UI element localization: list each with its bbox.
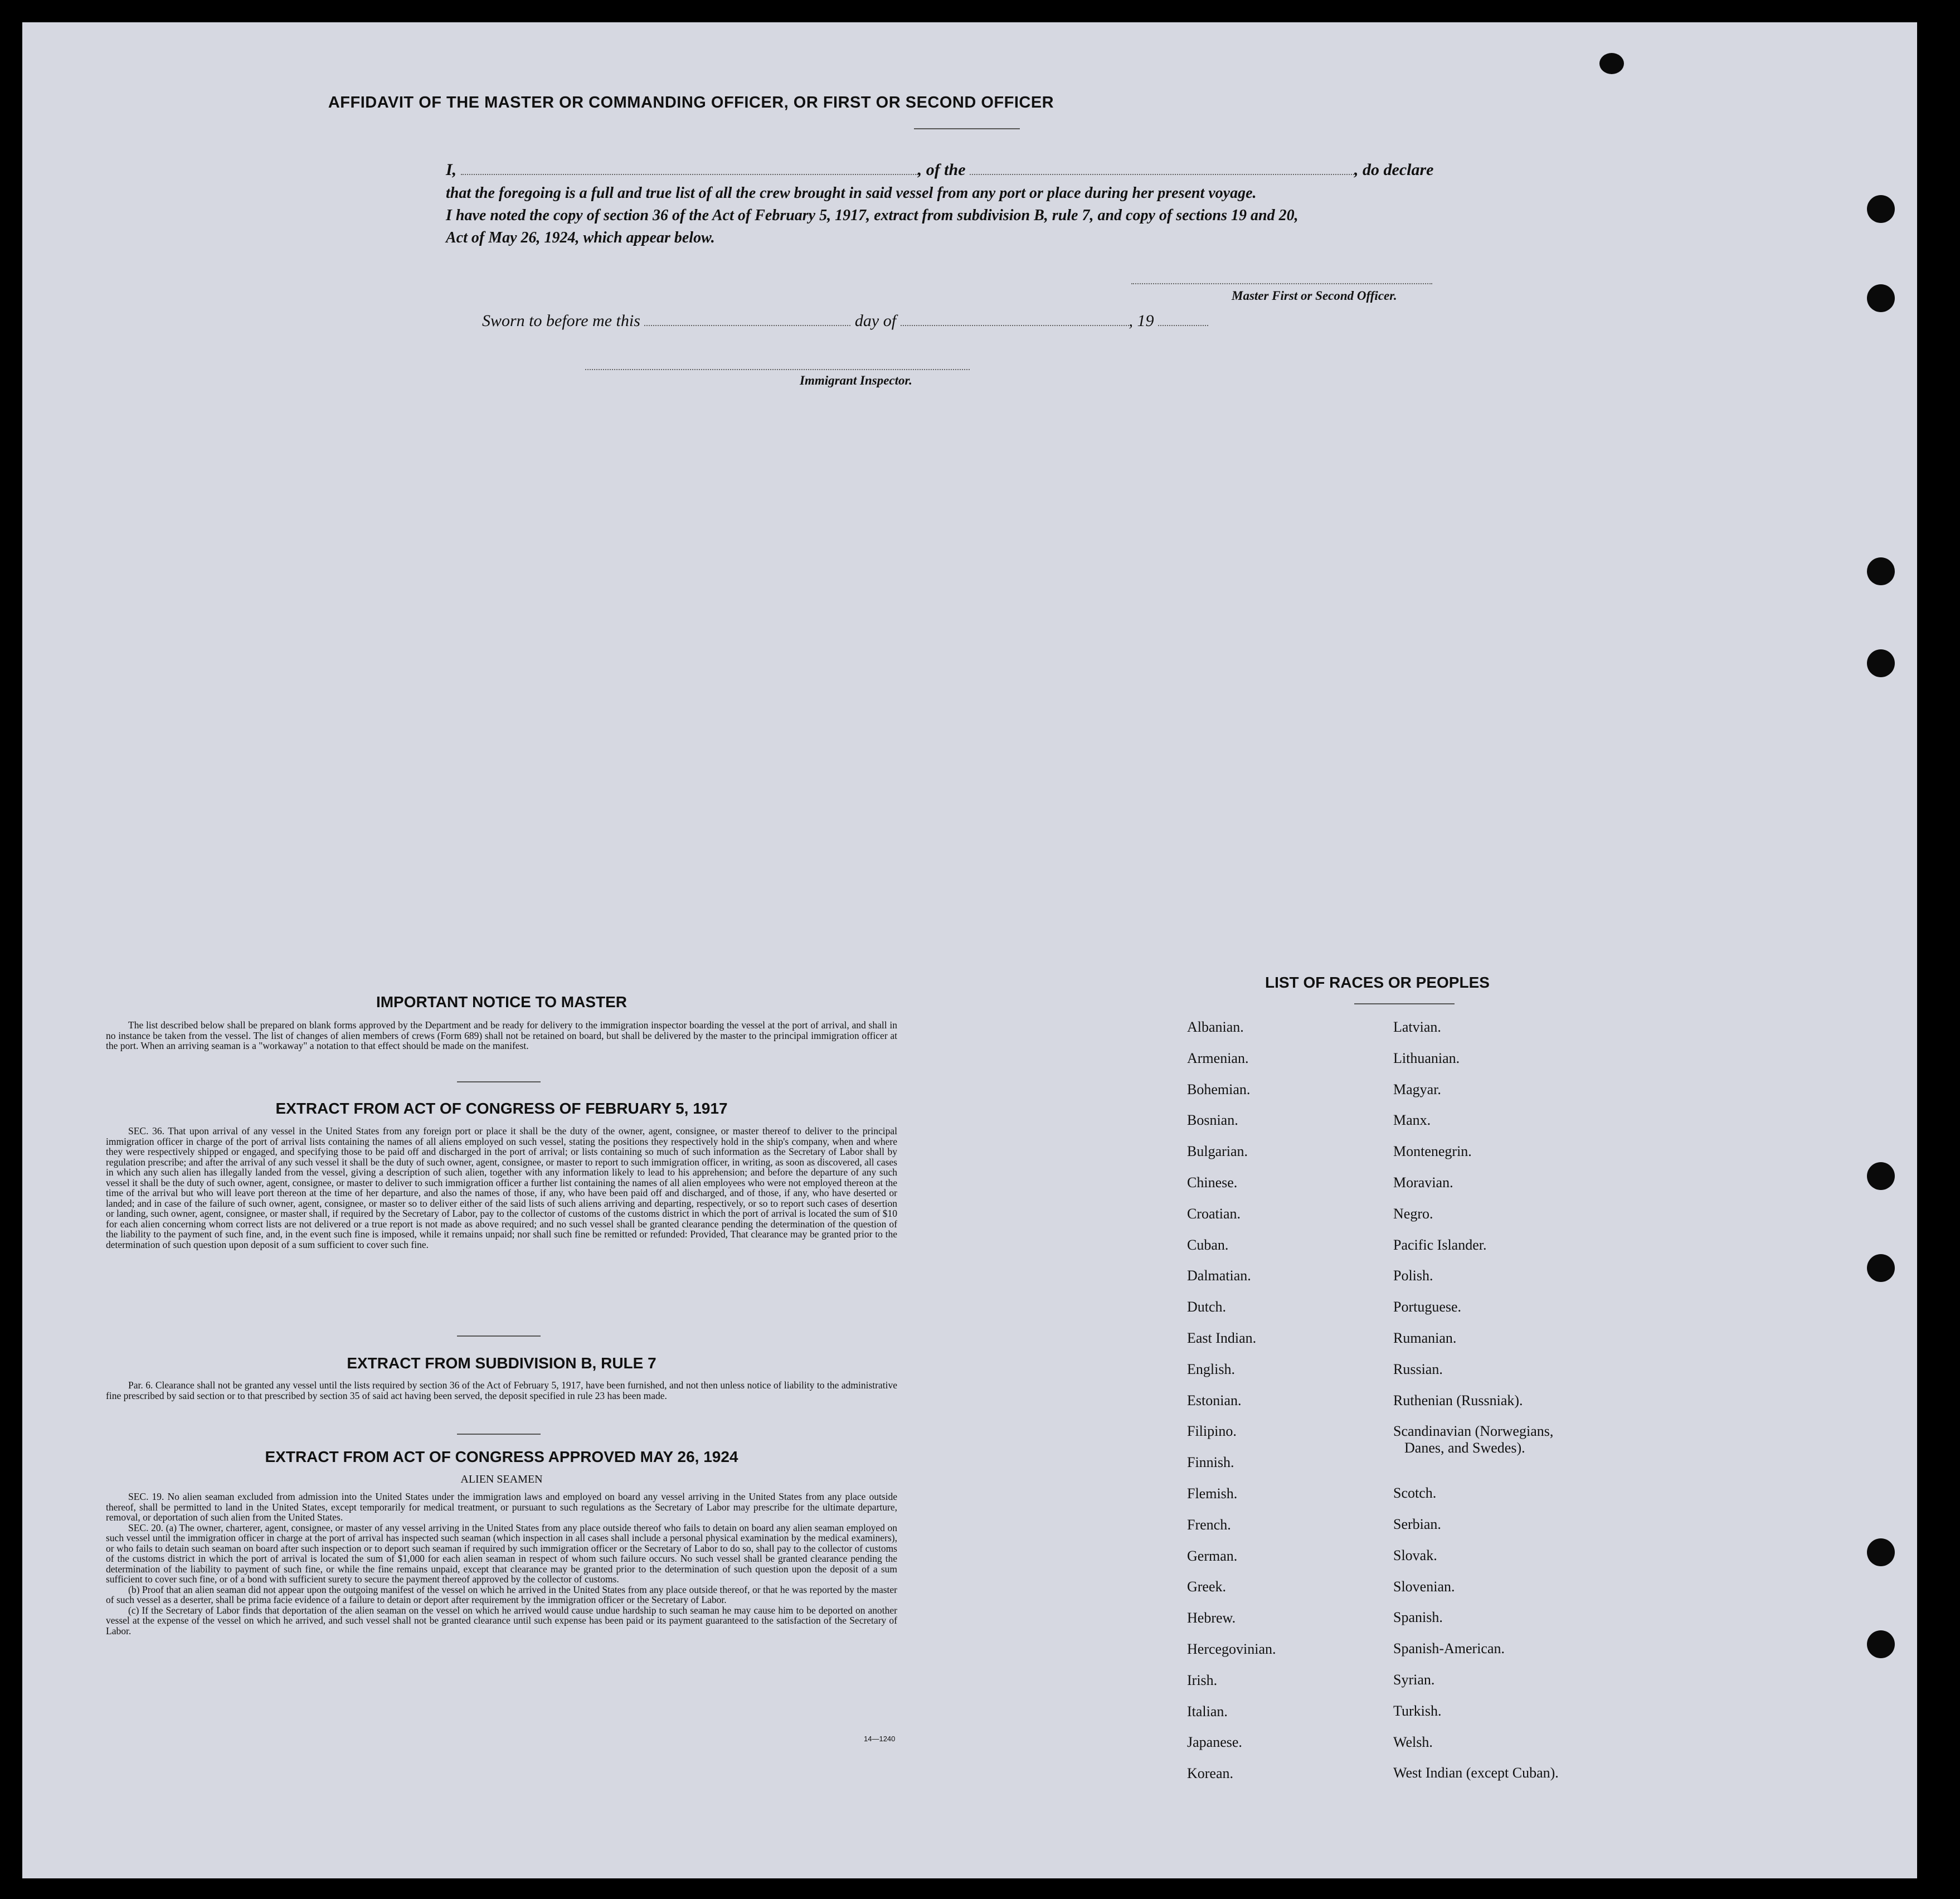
divider	[457, 1335, 541, 1337]
race-item: Spanish.	[1393, 1609, 1443, 1625]
race-item: English.	[1187, 1361, 1235, 1377]
rule7-title: EXTRACT FROM SUBDIVISION B, RULE 7	[347, 1354, 656, 1372]
race-item: Italian.	[1187, 1703, 1228, 1720]
affidavit-line-3: I have noted the copy of section 36 of the Act of February 5, 1917, extract from subdivision B, rule 7, and copy of sections 19 and 20,	[446, 207, 1298, 224]
race-item: Lithuanian.	[1393, 1050, 1460, 1066]
divider	[457, 1434, 541, 1435]
extract-1917-title: EXTRACT FROM ACT OF CONGRESS OF FEBRUARY 5, 1917	[275, 1100, 728, 1117]
race-item: Hebrew.	[1187, 1610, 1236, 1626]
race-item: Bulgarian.	[1187, 1143, 1248, 1159]
affidavit-line-4: Act of May 26, 1924, which appear below.	[446, 229, 715, 246]
race-item: Scandinavian (Norwegians,	[1393, 1423, 1554, 1439]
race-item: Filipino.	[1187, 1423, 1237, 1439]
extract-1924-body	[106, 1492, 897, 1636]
sworn-month-blank[interactable]	[901, 312, 1129, 326]
race-item: Moravian.	[1393, 1174, 1453, 1191]
extract-1917-body: SEC. 36. That upon arrival of any vessel in the United States from any foreign port or place it shall be the duty of the owner, agent, consignee, or master thereof to deliver to the principal immigration officer in charge of the port of arrival lists containing the names of all aliens employed on such vessel, stating the positions they respectively hold in the ship's company, when and where they were respectively shipped or engaged, and specifying those to be paid off and discharged in the port of arrival; or lists containing so much of such information as the Secretary of Labor shall by regulation prescribe; and after the arrival of any such vessel it shall be the duty of such owner, agent, consignee, or master to report to such immigration officer, in writing, as soon as discovered, all cases in which any such alien has illegally landed from the vessel, giving a description of such alien, together with any information likely to lead to his apprehension; and before the departure of any such vessel it shall be the duty of such owner, agent, consignee, or master to deliver to such immigration officer a further list containing the names of all alien employees who were not employed thereon at the time of the arrival but who will leave port thereon at the time of her departure, and also the names of those, if any, who have been paid off and discharged, and of those, if any, who have deserted or landed; and in case of the failure of such owner, agent, consignee, or master so to deliver either of the said lists of such aliens arriving and departing, respectively, or so to report such cases of desertion or landing, such owner, agent, consignee, or master shall, if required by the Secretary of Labor, pay to the collector of customs of the customs district in which the port of arrival is located the sum of $10 for each alien concerning whom correct lists are not delivered or a true report is not made as above required; and no such vessel shall be granted clearance pending the determination of the question of the liability to the payment of such fine, and, in the event such fine is imposed, while it remains unpaid; nor shall such fine be remitted or refunded: Provided, That clearance may be granted prior to the determination of such question upon deposit of a sum sufficient to cover such fine.	[106, 1125, 897, 1250]
divider	[914, 128, 1020, 129]
punch-hole	[1599, 53, 1624, 74]
punch-hole	[1867, 195, 1895, 223]
inspector-signature-line[interactable]	[585, 369, 970, 371]
punch-hole	[1867, 1254, 1895, 1282]
race-item: Flemish.	[1187, 1485, 1238, 1502]
sworn-year-blank[interactable]	[1158, 312, 1208, 326]
race-item: Armenian.	[1187, 1050, 1249, 1066]
race-item: Greek.	[1187, 1579, 1227, 1595]
race-item: Serbian.	[1393, 1516, 1441, 1532]
divider	[457, 1081, 541, 1082]
race-item: Dutch.	[1187, 1299, 1227, 1315]
race-item: Russian.	[1393, 1361, 1443, 1377]
race-item: Rumanian.	[1393, 1330, 1457, 1346]
race-item: Pacific Islander.	[1393, 1237, 1487, 1253]
punch-hole	[1867, 284, 1895, 312]
race-item: Finnish.	[1187, 1454, 1234, 1470]
race-item: Albanian.	[1187, 1019, 1244, 1035]
race-item: Estonian.	[1187, 1392, 1242, 1409]
master-caption: Master First or Second Officer.	[1232, 289, 1397, 303]
race-item: Irish.	[1187, 1672, 1218, 1688]
race-item: Latvian.	[1393, 1019, 1441, 1035]
race-item: Magyar.	[1393, 1081, 1441, 1097]
rule7-body: Par. 6. Clearance shall not be granted any vessel until the lists required by section 36 of the Act of February 5, 1917, have been furnished, and not then unless notice of liability to the administrative fine prescribed by said section or to that prescribed by section 35 of said act having been served, the deposit specified in rule 23 has been made.	[106, 1380, 897, 1401]
race-item: Japanese.	[1187, 1734, 1242, 1750]
race-item: Turkish.	[1393, 1703, 1442, 1719]
race-item: Negro.	[1393, 1206, 1433, 1222]
race-item: German.	[1187, 1548, 1238, 1564]
race-item: Scotch.	[1393, 1485, 1437, 1501]
race-item: Slovenian.	[1393, 1579, 1455, 1595]
name-blank[interactable]	[461, 161, 918, 175]
document-page	[22, 22, 1917, 1878]
race-item: West Indian (except Cuban).	[1393, 1765, 1559, 1781]
divider	[1354, 1003, 1455, 1004]
alien-seamen-subtitle: ALIEN SEAMEN	[460, 1473, 543, 1485]
race-item: Hercegovinian.	[1187, 1641, 1276, 1657]
punch-hole	[1867, 557, 1895, 585]
race-item: Welsh.	[1393, 1734, 1433, 1750]
race-item: Polish.	[1393, 1267, 1433, 1284]
sworn-line: Sworn to before me this day of , 19	[482, 310, 1541, 332]
race-item: Dalmatian.	[1187, 1267, 1251, 1284]
race-item: East Indian.	[1187, 1330, 1257, 1346]
race-item: Montenegrin.	[1393, 1143, 1472, 1159]
race-item: Danes, and Swedes).	[1404, 1440, 1525, 1456]
affidavit-title: AFFIDAVIT OF THE MASTER OR COMMANDING OFFICER, OR FIRST OR SECOND OFFICER	[328, 94, 1054, 111]
race-item: Cuban.	[1187, 1237, 1229, 1253]
notice-title: IMPORTANT NOTICE TO MASTER	[376, 993, 628, 1011]
extract-1924-title: EXTRACT FROM ACT OF CONGRESS APPROVED MAY 26, 1924	[265, 1448, 738, 1465]
notice-body: The list described below shall be prepared on blank forms approved by the Department and be ready for delivery to the immigration inspector boarding the vessel at the port of arrival, and shall in no instance be taken from the vessel. The list of changes of alien members of crews (Form 689) shall not be retained on board, but shall be delivered by the master to the principal immigration officer at the port. When an arriving seaman is a "workaway" a notation to that effect should be made on the manifest.	[106, 1019, 897, 1051]
punch-hole	[1867, 1538, 1895, 1566]
inspector-caption: Immigrant Inspector.	[800, 373, 912, 387]
races-title: LIST OF RACES OR PEOPLES	[1265, 974, 1490, 991]
race-item: Spanish-American.	[1393, 1640, 1505, 1657]
race-item: Slovak.	[1393, 1547, 1437, 1563]
race-item: French.	[1187, 1517, 1231, 1533]
punch-hole	[1867, 1630, 1895, 1658]
race-item: Bohemian.	[1187, 1081, 1251, 1097]
race-item: Ruthenian (Russniak).	[1393, 1392, 1523, 1409]
race-item: Portuguese.	[1393, 1299, 1462, 1315]
race-item: Manx.	[1393, 1112, 1431, 1128]
master-signature-line[interactable]	[1131, 283, 1432, 285]
race-item: Bosnian.	[1187, 1112, 1238, 1128]
race-item: Croatian.	[1187, 1206, 1241, 1222]
affidavit-line-2: that the foregoing is a full and true list of all the crew brought in said vessel from any port or place during her present voyage.	[446, 184, 1257, 202]
race-item: Syrian.	[1393, 1672, 1435, 1688]
form-number: 14—1240	[864, 1735, 896, 1743]
race-item: Chinese.	[1187, 1174, 1238, 1191]
punch-hole	[1867, 649, 1895, 677]
punch-hole	[1867, 1162, 1895, 1190]
race-item: Korean.	[1187, 1765, 1234, 1781]
vessel-blank[interactable]	[970, 161, 1354, 175]
sworn-day-blank[interactable]	[644, 312, 850, 326]
affidavit-line-1: I, , of the , do declare	[446, 161, 1434, 179]
sec-20c: (c) If the Secretary of Labor finds that deportation of the alien seaman on the vessel on which he arrived would cause undue hardship to such seaman he may cause him to be deported on another vessel at the expense of the vessel on which he arrived, and such vessel shall not be granted clearance until such expense has been paid or its payment guaranteed to the satisfaction of the Secretary of Labor.	[106, 1604, 897, 1636]
sec-19: SEC. 19. No alien seaman excluded from admission into the United States under the immigration laws and employed on board any vessel arriving in the United States from any place outside thereof, shall be permitted to land in the United States, except temporarily for medical treatment, or pursuant to such regulations as the Secretary of Labor may prescribe for the ultimate departure, removal, or deportation of such alien from the United States.	[106, 1491, 897, 1523]
sec-20a: SEC. 20. (a) The owner, charterer, agent, consignee, or master of any vessel arriving in the United States from any place outside thereof who fails to detain on board any alien seaman employed on such vessel until the immigration officer in charge at the port of arrival has inspected such seaman (which inspection in all cases shall include a personal physical examination by the medical examiners), or who fails to detain such seaman on board after such inspection or to deport such seaman if required by such immigration officer or the Secretary of Labor to do so, shall pay to the collector of customs of the customs district in which the port of arrival is located the sum of $1,000 for each alien seaman in respect of whom such failure occurs. No such vessel shall be granted clearance pending the determination of the liability to payment of such fine, or while the fine remains unpaid, except that clearance may be granted prior to the determination of such question upon the deposit of a sum sufficient to cover such fine, or of a bond with sufficient surety to secure the payment thereof approved by the collector of customs.	[106, 1522, 897, 1585]
sec-20b: (b) Proof that an alien seaman did not appear upon the outgoing manifest of the vessel on which he arrived in the United States from any place outside thereof, or that he was reported by the master of such vessel as a deserter, shall be prima facie evidence of a failure to detain or deport after requirement by the immigration officer or the Secretary of Labor.	[106, 1584, 897, 1605]
